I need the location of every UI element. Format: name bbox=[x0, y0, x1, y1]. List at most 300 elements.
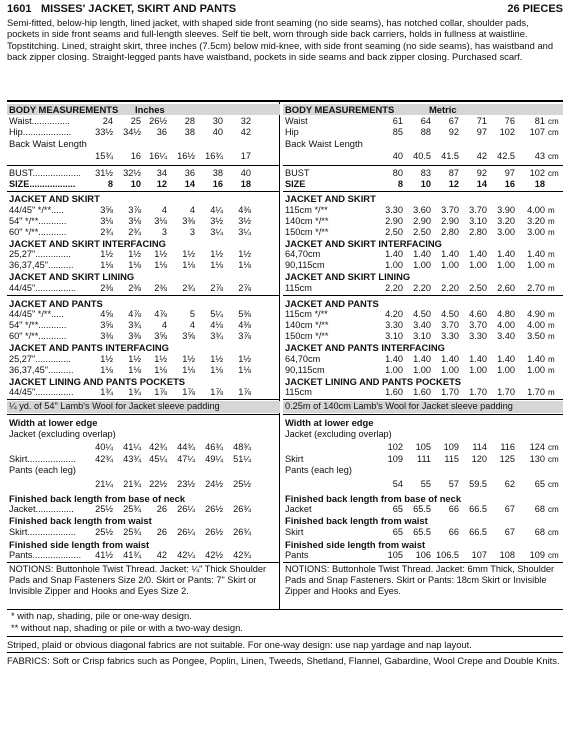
row-value: 1¾ bbox=[100, 387, 113, 397]
jacket-skirt-row bbox=[7, 227, 280, 238]
row-value: 102 bbox=[387, 441, 403, 452]
row-value: 3.70 bbox=[469, 204, 487, 215]
row-value: 66 bbox=[448, 504, 459, 514]
row-value: 125 bbox=[499, 453, 515, 464]
row-value: 3.40 bbox=[497, 331, 515, 341]
row-label: 115cm */** bbox=[285, 204, 328, 215]
row-value: 25½ bbox=[95, 504, 113, 514]
lining-pockets-row bbox=[7, 387, 280, 398]
jacket-pants-row bbox=[7, 320, 280, 331]
row-value: 107 bbox=[529, 127, 545, 137]
description: Semi-fitted, below-hip length, lined jacket, with shaped side front seaming (no side seams), has notched collar, shoulder pads, pockets in side front seams and full-length sleeves. Self tie belt, worn through side back carriers, holds in fullness at waistline. Topstitching. Lined, straight skirt, three inches (7.5cm) below mid-knee, with side front seaming (no side seams), has waistband and back zipper closing. Straight-legged pants have waistband, pockets in side seams and back zipper closing. Purchased scarf. bbox=[7, 17, 554, 62]
row-value: 3¾ bbox=[210, 331, 223, 341]
row-value: 2⅞ bbox=[238, 282, 251, 293]
row-value: 25½ bbox=[233, 478, 251, 489]
row-label: 64,70cm bbox=[285, 353, 321, 364]
bust-row bbox=[283, 168, 563, 179]
row-label: Skirt bbox=[285, 526, 304, 537]
row-unit: m bbox=[548, 365, 555, 375]
row-value: 43 bbox=[534, 151, 545, 161]
row-value: 65 bbox=[392, 504, 403, 514]
skirt-length-row bbox=[7, 527, 280, 538]
row-value: 1.00 bbox=[497, 364, 515, 375]
row-value: 3.10 bbox=[469, 215, 487, 226]
row-value: 106.5 bbox=[436, 550, 459, 560]
row-value: 3⅛ bbox=[100, 215, 113, 226]
jacket-skirt-row bbox=[283, 216, 563, 227]
row-value: 1.70 bbox=[527, 387, 545, 397]
row-value: 4⅜ bbox=[238, 320, 251, 330]
row-value: 59.5 bbox=[469, 478, 487, 489]
rule-line bbox=[7, 399, 280, 400]
jacket-length-row bbox=[7, 504, 280, 515]
row-value: 42.5 bbox=[497, 151, 515, 161]
row-value: 1.40 bbox=[469, 249, 487, 259]
row-value: 3⅜ bbox=[182, 215, 195, 226]
row-label: Pants................... bbox=[9, 550, 81, 560]
row-value: 1.40 bbox=[413, 249, 431, 259]
row-value: 33½ bbox=[95, 127, 113, 137]
row-value: 1.60 bbox=[385, 387, 403, 397]
row-value: 16 bbox=[130, 151, 141, 161]
pants-length-row bbox=[283, 550, 563, 561]
row-value: 1⅞ bbox=[182, 387, 195, 397]
row-value: 2.80 bbox=[469, 226, 487, 237]
row-value: 4.60 bbox=[469, 309, 487, 319]
notions: NOTIONS: Buttonhole Twist Thread. Jacket: 6mm Thick, Shoulder Pads and Snap Fasteners. Skirt or Pants: 18cm Skirt or Invisible Zipper and Hooks and Eyes. bbox=[285, 564, 555, 596]
rule-line bbox=[7, 165, 280, 166]
imperial-column bbox=[7, 102, 280, 609]
row-value: 45¼ bbox=[149, 453, 167, 464]
row-value: 16 bbox=[504, 179, 515, 189]
row-value: 3 bbox=[161, 226, 167, 237]
row-value: 108 bbox=[499, 550, 515, 560]
row-value: 3½ bbox=[210, 215, 223, 226]
lining-pockets-title: JACKET LINING AND PANTS POCKETS bbox=[9, 375, 186, 387]
row-value: 42 bbox=[476, 151, 487, 161]
row-value: 3.30 bbox=[469, 331, 487, 341]
row-value: 1.60 bbox=[413, 387, 431, 397]
row-value: 3.50 bbox=[527, 331, 545, 341]
row-value: 42¾ bbox=[149, 441, 167, 452]
row-value: 26¾ bbox=[233, 504, 251, 514]
row-value: 4.00 bbox=[527, 204, 545, 215]
row-value: 5 bbox=[189, 309, 195, 319]
row-value: 2⅜ bbox=[154, 282, 167, 293]
row-value: 17 bbox=[240, 151, 251, 161]
header bbox=[7, 3, 563, 17]
rule-line bbox=[7, 295, 280, 296]
jacket-skirt-title: JACKET AND SKIRT bbox=[9, 193, 100, 204]
row-value: 4 bbox=[161, 320, 167, 330]
row-unit: m bbox=[548, 354, 555, 364]
row-unit: m bbox=[548, 250, 555, 259]
row-value: 36 bbox=[184, 168, 195, 178]
row-value: 92 bbox=[476, 168, 487, 178]
row-value: 2.50 bbox=[413, 226, 431, 237]
row-value: 21¾ bbox=[123, 478, 141, 489]
row-value: 26½ bbox=[205, 526, 223, 537]
row-value: 2.20 bbox=[385, 282, 403, 293]
back-length-waist-title: Finished back length from waist bbox=[9, 515, 152, 526]
row-value: 1½ bbox=[182, 249, 195, 259]
pants-leg-label: Pants (each leg) bbox=[285, 464, 352, 475]
row-value: 3⅜ bbox=[128, 331, 141, 341]
row-value: 1½ bbox=[182, 353, 195, 364]
row-value: 1⅞ bbox=[238, 387, 251, 397]
row-value: 3⅞ bbox=[128, 204, 141, 215]
row-value: 41.5 bbox=[441, 151, 459, 161]
row-value: 14 bbox=[184, 179, 195, 189]
row-value: 105 bbox=[415, 441, 431, 452]
row-value: 1⅛ bbox=[128, 364, 141, 375]
row-value: 1.40 bbox=[527, 249, 545, 259]
row-value: 3 bbox=[189, 226, 195, 237]
row-value: 12 bbox=[448, 179, 459, 189]
row-value: 105 bbox=[387, 550, 403, 560]
row-value: 4⅞ bbox=[128, 309, 141, 319]
jacket-pants-title: JACKET AND PANTS bbox=[285, 297, 379, 309]
interfacing-row bbox=[283, 249, 563, 260]
row-value: 10 bbox=[130, 179, 141, 189]
row-value: 2⅜ bbox=[128, 282, 141, 293]
row-value: 67 bbox=[504, 526, 515, 537]
row-value: 25¾ bbox=[123, 526, 141, 537]
pattern-title: MISSES' JACKET, SKIRT AND PANTS bbox=[41, 3, 237, 15]
waist-row bbox=[283, 116, 563, 127]
row-label: 90,115cm bbox=[285, 260, 325, 270]
piece-count: 26 PIECES bbox=[507, 3, 563, 15]
back-waist-row bbox=[7, 151, 280, 162]
row-value: 66.5 bbox=[469, 526, 487, 537]
row-value: 48¾ bbox=[233, 441, 251, 452]
row-label: 115cm */** bbox=[285, 309, 328, 319]
row-value: 2¾ bbox=[100, 226, 113, 237]
row-value: 1.40 bbox=[413, 353, 431, 364]
row-value: 16½ bbox=[177, 151, 195, 161]
row-value: 8 bbox=[397, 179, 403, 189]
row-unit: cm bbox=[548, 479, 559, 489]
row-value: 3.20 bbox=[527, 215, 545, 226]
row-value: 26½ bbox=[205, 504, 223, 514]
width-skirt-row bbox=[7, 454, 280, 465]
body-measurements-title: BODY MEASUREMENTS bbox=[9, 104, 119, 115]
jacket-skirt-lining-title: JACKET AND SKIRT LINING bbox=[285, 271, 411, 282]
row-label: 140cm */** bbox=[285, 320, 329, 330]
row-value: 3⅛ bbox=[128, 215, 141, 226]
row-value: 42¾ bbox=[95, 453, 113, 464]
rule-line bbox=[7, 562, 280, 563]
row-value: 40¼ bbox=[95, 441, 113, 452]
row-value: 4⅝ bbox=[100, 309, 113, 319]
jacket-skirt-row bbox=[7, 205, 280, 216]
jacket-pants-title: JACKET AND PANTS bbox=[9, 297, 103, 309]
row-value: 3.10 bbox=[413, 331, 431, 341]
row-value: 34 bbox=[156, 168, 167, 178]
row-value: 57 bbox=[448, 478, 459, 489]
rule-line bbox=[283, 399, 563, 400]
row-value: 1½ bbox=[238, 249, 251, 259]
row-value: 2⅜ bbox=[100, 282, 113, 293]
row-value: 26 bbox=[156, 526, 167, 537]
row-value: 3.30 bbox=[441, 331, 459, 341]
row-value: 41¼ bbox=[123, 441, 141, 452]
back-length-neck-title: Finished back length from base of neck bbox=[9, 492, 186, 504]
row-value: 4 bbox=[189, 320, 195, 330]
row-value: 2.20 bbox=[413, 282, 431, 293]
lining-pockets-title: JACKET LINING AND PANTS POCKETS bbox=[285, 375, 462, 387]
row-value: 4.00 bbox=[497, 320, 515, 330]
row-value: 1.00 bbox=[527, 260, 545, 270]
row-value: 2¾ bbox=[182, 282, 195, 293]
row-label: 54" */**........... bbox=[9, 320, 67, 330]
row-value: 15¾ bbox=[95, 151, 113, 161]
row-value: 68 bbox=[534, 504, 545, 514]
row-value: 42½ bbox=[205, 550, 223, 560]
row-value: 66 bbox=[448, 526, 459, 537]
row-unit: m bbox=[548, 388, 555, 397]
row-value: 26¼ bbox=[177, 504, 195, 514]
unit-label: Inches bbox=[135, 104, 165, 115]
row-value: 3.70 bbox=[469, 320, 487, 330]
row-value: 1¾ bbox=[128, 387, 141, 397]
row-value: 26½ bbox=[149, 116, 167, 126]
row-label: Pants bbox=[285, 550, 309, 560]
rule-line bbox=[283, 562, 563, 563]
row-value: 34½ bbox=[123, 127, 141, 137]
lining-row bbox=[7, 283, 280, 294]
body-measurements-title: BODY MEASUREMENTS bbox=[285, 104, 395, 115]
row-label: Waist bbox=[285, 116, 308, 126]
row-value: 97 bbox=[504, 168, 515, 178]
row-value: 1.40 bbox=[441, 249, 459, 259]
padding-note: ¼ yd. of 54" Lamb's Wool for Jacket sleeve padding bbox=[9, 401, 220, 411]
row-value: 3⅝ bbox=[100, 204, 113, 215]
row-unit: cm bbox=[548, 169, 559, 178]
jacket-length-row bbox=[283, 504, 563, 515]
row-label: Waist............... bbox=[9, 116, 70, 126]
row-label: 44/45"............... bbox=[9, 387, 74, 397]
row-value: 3.60 bbox=[413, 204, 431, 215]
row-label: SIZE bbox=[285, 179, 306, 189]
row-value: 8 bbox=[107, 179, 113, 189]
row-value: 1½ bbox=[238, 353, 251, 364]
row-value: 40 bbox=[392, 151, 403, 161]
row-value: 115 bbox=[444, 453, 459, 464]
row-value: 1.00 bbox=[385, 260, 403, 270]
row-value: 1⅛ bbox=[154, 364, 167, 375]
row-value: 3⅜ bbox=[100, 331, 113, 341]
row-value: 3.10 bbox=[385, 331, 403, 341]
hip-row bbox=[283, 127, 563, 138]
row-value: 1½ bbox=[210, 249, 223, 259]
row-label: 115cm bbox=[285, 282, 312, 293]
width-subtitle: Jacket (excluding overlap) bbox=[285, 428, 392, 439]
row-value: 109 bbox=[443, 441, 459, 452]
row-value: 4 bbox=[189, 204, 195, 215]
row-value: 10 bbox=[420, 179, 431, 189]
row-label: 150cm */** bbox=[285, 226, 329, 237]
rule-line bbox=[7, 191, 280, 192]
nap-footnote: * with nap, shading, pile or one-way design. bbox=[11, 610, 192, 621]
row-value: 2.60 bbox=[497, 282, 515, 293]
divider bbox=[7, 652, 563, 653]
row-label: 54" */**........... bbox=[9, 215, 67, 226]
row-value: 1.40 bbox=[385, 249, 403, 259]
row-value: 88 bbox=[420, 127, 431, 137]
row-unit: cm bbox=[548, 152, 559, 161]
striped-note: Striped, plaid or obvious diagonal fabrics are not suitable. For one-way design: use nap yardage and nap layout. bbox=[7, 639, 472, 650]
row-value: 3.70 bbox=[441, 320, 459, 330]
row-unit: cm bbox=[548, 454, 559, 464]
back-waist-label: Back Waist Length bbox=[285, 138, 363, 149]
row-value: 120 bbox=[471, 453, 487, 464]
row-value: 4⅜ bbox=[238, 204, 251, 215]
rule-line bbox=[283, 295, 563, 296]
row-value: 16 bbox=[212, 179, 223, 189]
row-value: 1½ bbox=[210, 353, 223, 364]
row-value: 4.50 bbox=[413, 309, 431, 319]
row-value: 2.90 bbox=[385, 215, 403, 226]
row-value: 80 bbox=[392, 168, 403, 178]
jacket-skirt-lining-title: JACKET AND SKIRT LINING bbox=[9, 271, 135, 282]
row-label: BUST................... bbox=[9, 168, 81, 178]
row-value: 66.5 bbox=[469, 504, 487, 514]
row-label: 44/45" */**..... bbox=[9, 309, 64, 319]
interfacing-row bbox=[7, 249, 280, 260]
row-value: 42 bbox=[156, 550, 167, 560]
row-unit: cm bbox=[548, 505, 559, 514]
row-label: 115cm bbox=[285, 387, 312, 397]
jacket-skirt-row bbox=[7, 216, 280, 227]
row-value: 124 bbox=[529, 441, 545, 452]
jacket-skirt-title: JACKET AND SKIRT bbox=[285, 193, 376, 204]
row-label: Jacket bbox=[285, 504, 312, 514]
row-value: 81 bbox=[534, 116, 545, 126]
row-value: 2.90 bbox=[441, 215, 459, 226]
row-value: 54 bbox=[392, 478, 403, 489]
row-label: Skirt bbox=[285, 453, 304, 464]
interfacing-row bbox=[283, 354, 563, 365]
row-value: 23½ bbox=[177, 478, 195, 489]
row-value: 3¼ bbox=[210, 226, 223, 237]
no-nap-footnote: ** without nap, shading or pile or with a two-way design. bbox=[11, 622, 243, 633]
row-value: 4 bbox=[161, 204, 167, 215]
side-length-title: Finished side length from waist bbox=[9, 538, 150, 550]
row-value: 3⅝ bbox=[100, 320, 113, 330]
interfacing-row bbox=[283, 365, 563, 376]
row-value: 16¾ bbox=[205, 151, 223, 161]
row-value: 102 bbox=[529, 168, 545, 178]
rule-line bbox=[283, 414, 563, 415]
row-value: 2.50 bbox=[385, 226, 403, 237]
rule-line bbox=[283, 191, 563, 192]
row-value: 1.70 bbox=[441, 387, 459, 397]
row-unit: cm bbox=[548, 551, 559, 560]
row-value: 2.50 bbox=[469, 282, 487, 293]
row-value: 41¾ bbox=[123, 550, 141, 560]
row-value: 1.40 bbox=[497, 353, 515, 364]
row-label: 140cm */** bbox=[285, 215, 329, 226]
row-value: 71 bbox=[476, 116, 487, 126]
row-label: 60" */**........... bbox=[9, 226, 67, 237]
row-value: 42¼ bbox=[177, 550, 195, 560]
back-length-waist-title: Finished back length from waist bbox=[285, 515, 428, 526]
row-value: 3½ bbox=[238, 215, 251, 226]
row-value: 2.80 bbox=[441, 226, 459, 237]
row-value: 1.00 bbox=[441, 364, 459, 375]
row-value: 25¾ bbox=[123, 504, 141, 514]
row-label: 25,27".............. bbox=[9, 353, 71, 364]
row-value: 97 bbox=[476, 127, 487, 137]
row-unit: m bbox=[548, 261, 555, 270]
jacket-skirt-interfacing-title: JACKET AND SKIRT INTERFACING bbox=[285, 237, 442, 249]
row-value: 76 bbox=[504, 116, 515, 126]
fabrics-note: FABRICS: Soft or Crisp fabrics such as Pongee, Poplin, Linen, Tweeds, Shetland, Flannel, Gabardine, Wool Crepe and Double Knits. bbox=[7, 655, 560, 666]
row-value: 1.00 bbox=[385, 364, 403, 375]
row-unit: cm bbox=[548, 117, 559, 126]
row-value: 24 bbox=[102, 116, 113, 126]
row-unit: m bbox=[548, 321, 555, 330]
row-value: 3⅞ bbox=[238, 331, 251, 341]
row-value: 1⅞ bbox=[210, 387, 223, 397]
row-label: 150cm */** bbox=[285, 331, 329, 341]
row-value: 16¼ bbox=[149, 151, 167, 161]
row-value: 4.00 bbox=[527, 320, 545, 330]
row-value: 4¼ bbox=[210, 204, 223, 215]
row-value: 1⅛ bbox=[128, 260, 141, 270]
jacket-pants-row bbox=[283, 331, 563, 342]
row-value: 3¾ bbox=[128, 320, 141, 330]
row-value: 38 bbox=[184, 127, 195, 137]
row-unit: m bbox=[548, 227, 555, 237]
jacket-pants-row bbox=[7, 331, 280, 342]
row-value: 1.40 bbox=[527, 353, 545, 364]
pants-length-row bbox=[7, 550, 280, 561]
row-value: 106 bbox=[415, 550, 431, 560]
row-value: 3⅝ bbox=[182, 331, 195, 341]
row-value: 55 bbox=[420, 478, 431, 489]
row-value: 67 bbox=[448, 116, 459, 126]
back-length-neck-title: Finished back length from base of neck bbox=[285, 492, 462, 504]
row-value: 47¼ bbox=[177, 453, 195, 464]
row-value: 65 bbox=[392, 526, 403, 537]
row-value: 1⅛ bbox=[210, 260, 223, 270]
row-value: 3⅛ bbox=[154, 215, 167, 226]
row-unit: m bbox=[548, 216, 555, 226]
divider bbox=[7, 636, 563, 637]
row-value: 25 bbox=[130, 116, 141, 126]
row-value: 109 bbox=[529, 550, 545, 560]
row-value: 3.20 bbox=[497, 215, 515, 226]
row-value: 116 bbox=[500, 441, 515, 452]
width-subtitle: Jacket (excluding overlap) bbox=[9, 428, 116, 439]
row-label: 90,115cm bbox=[285, 364, 325, 375]
row-value: 1½ bbox=[154, 249, 167, 259]
row-value: 26¼ bbox=[177, 526, 195, 537]
row-value: 51¼ bbox=[233, 453, 251, 464]
row-value: 68 bbox=[534, 526, 545, 537]
row-value: 65 bbox=[534, 478, 545, 489]
size-row bbox=[7, 179, 280, 190]
unit-label: Metric bbox=[429, 104, 457, 115]
interfacing-row bbox=[7, 354, 280, 365]
row-value: 31½ bbox=[95, 168, 113, 178]
width-title: Width at lower edge bbox=[9, 417, 98, 428]
row-value: 4⅛ bbox=[210, 320, 223, 330]
row-value: 3.00 bbox=[527, 226, 545, 237]
row-value: 1½ bbox=[100, 353, 113, 364]
